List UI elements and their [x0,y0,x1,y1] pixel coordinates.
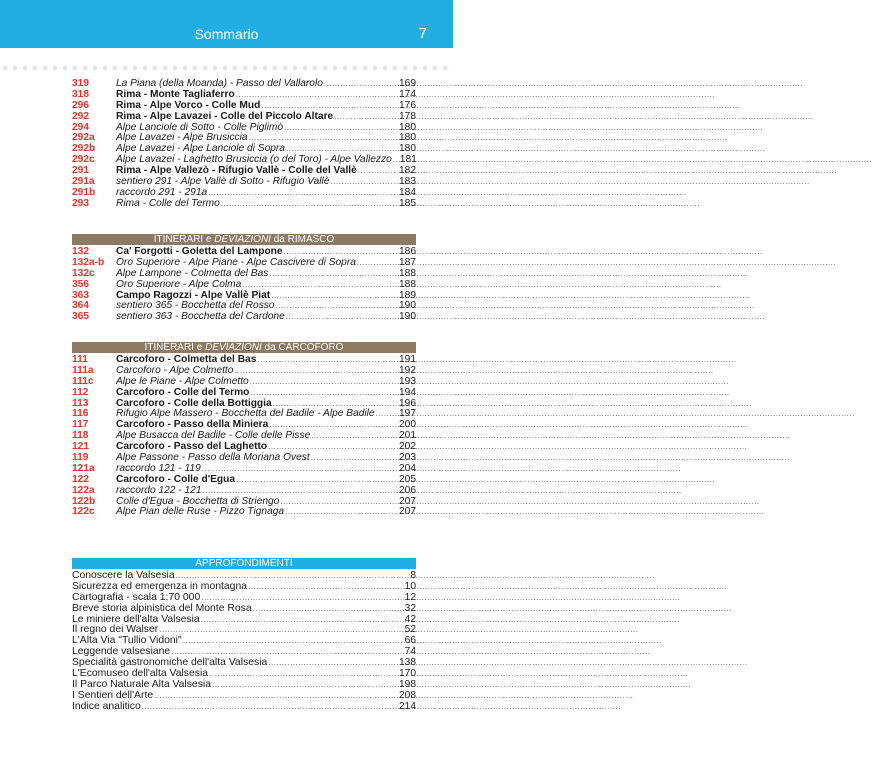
dot-leader [269,269,398,280]
dot-leader [250,377,398,388]
entry-page-number: 180 [399,143,416,155]
dot-leader [234,366,398,377]
route-code: 132c [72,267,95,279]
page-title: Sommario [194,26,259,42]
entry-title: I Sentieri dell'Arte [72,689,154,701]
entry-page-number: 138 [399,657,416,669]
route-code: 363 [72,289,89,301]
route-code: 291 [72,165,89,177]
entry-page-number: 188 [399,278,416,290]
dot-leader [209,669,398,680]
entry-page-number: 201 [399,430,416,442]
route-code: 292 [72,110,89,122]
entry-title: Alpe Lavazei - Laghetto Brusiccia (o del Toro) - Alpe Vallezzo [116,154,392,166]
entry-title: Carcoforo - Alpe Colmetto [116,364,234,376]
entry-title: sentiero 365 - Bocchetta del Rosso [116,300,275,312]
toc-entry[interactable] [72,507,416,518]
dot-leader [159,625,403,636]
dot-leader [257,355,398,366]
route-code: 294 [72,121,89,133]
dot-leader [280,497,398,508]
entry-page-number: 190 [399,311,416,323]
entry-title: Indice analitico [72,700,141,712]
entry-title: Rima - Alpe Lavazei - Colle del Piccolo Altare [116,110,334,122]
dot-leader [183,636,404,647]
entry-title: Ca' Forgotti - Goletta del Lampone [116,246,283,257]
route-code: 113 [72,397,89,409]
dot-leader [331,177,399,188]
dot-leader [201,615,404,626]
entry-title: Campo Ragozzi - Alpe Vallè Piat [116,289,271,301]
entry-page-number: 176 [399,99,416,111]
route-code: 118 [72,430,89,442]
route-code: 122 [72,473,89,485]
entry-title: raccordo 291 - 291a [116,186,208,198]
page-number: 7 [418,25,427,42]
entry-title: L'Alta Via "Tullio Vidoni" [72,635,182,647]
route-code: 111a [72,364,94,376]
route-code: 111c [72,375,94,387]
toc-group-approfondimenti [72,571,416,713]
entry-title: Alpe Pian delle Ruse - Pizzo Tignaga [116,506,285,518]
route-code: 291b [72,186,96,198]
entry-title: Alpe Busacca del Badile - Colle delle Pisse [116,430,311,442]
entry-page-number: 182 [399,165,416,177]
entry-page-number: 207 [399,506,416,518]
toc-entry[interactable] [72,388,416,399]
entry-title: La Piana (della Moanda) - Passo del Vallarolo [116,78,323,89]
dot-leader [208,188,398,199]
entry-page-number: 184 [399,186,416,198]
entry-page-number: 194 [399,386,416,398]
dot-leader [357,258,398,269]
dot-leader [236,90,398,101]
route-code: 112 [72,386,89,398]
route-code: 292b [72,143,96,155]
entry-page-number: 180 [399,132,416,144]
route-code: 364 [72,300,89,312]
dot-leader [284,123,398,134]
dot-leader [276,301,398,312]
entry-title: Carcoforo - Colle della Bottiggia [116,397,272,409]
entry-title: Carcoforo - Colle d'Egua [116,473,236,485]
route-code: 111 [72,354,88,365]
toc-group-carcoforo [72,355,416,518]
dot-leader [242,280,398,291]
entry-page-number: 170 [399,668,416,680]
section-heading-rimasco: ITINERARI e DEVIAZIONI da RIMASCO [72,234,416,245]
entry-page-number: 183 [399,176,416,188]
route-code: 121 [72,441,89,453]
dot-leader [212,680,398,691]
route-code: 292a [72,132,95,144]
dot-leader [253,604,404,615]
toc-entry[interactable] [72,604,416,615]
route-code: 116 [72,408,89,420]
entry-title: Alpe Lavazei - Alpe Lanciole di Sopra [116,143,285,155]
entry-title: Oro Superiore - Alpe Piane - Alpe Cascivere di Sopra [116,256,356,268]
section-heading-carcoforo: ITINERARI e DEVIAZIONI da CARCOFORO [72,342,416,353]
route-code: 117 [72,419,89,431]
route-code: 122c [72,506,95,518]
entry-title: Alpe Lavazei - Alpe Brusiccia [116,132,248,144]
dot-leader [203,486,398,497]
dot-leader [324,79,398,90]
entry-title: Breve storia alpinistica del Monte Rosa [72,602,252,614]
route-code: 365 [72,311,89,323]
entry-title: Alpe Passone - Passo della Moriana Ovest [116,452,310,464]
route-code: 293 [72,197,89,209]
route-code: 292c [72,154,95,166]
dot-leader [393,155,399,166]
route-code: 121a [72,462,95,474]
dot-leader [311,453,398,464]
toc-entry[interactable] [72,312,416,323]
dot-leader [334,112,398,123]
entry-title: L'Ecomuseo dell'alta Valsesia [72,668,209,680]
entry-title: Oro Superiore - Alpe Colma [116,278,242,290]
entry-page-number: 204 [399,462,416,474]
entry-page-number: 10 [404,580,416,592]
route-code: 132 [72,246,89,257]
entry-page-number: 185 [399,197,416,209]
entry-page-number: 52 [404,624,416,636]
entry-title: Specialità gastronomiche dell'alta Valsesia [72,657,268,669]
dot-leader [376,409,398,420]
entry-title: Conoscere la Valsesia [72,570,175,581]
entry-title: Rifugio Alpe Massero - Bocchetta del Badile - Alpe Badile [116,408,375,420]
entry-title: Alpe le Piane - Alpe Colmetto [116,375,249,387]
entry-page-number: 187 [399,256,416,268]
entry-page-number: 180 [399,121,416,133]
entry-page-number: 186 [399,246,416,257]
entry-title: Carcoforo - Colmetta del Bas [116,354,257,365]
entry-page-number: 205 [399,473,416,485]
route-code: 122b [72,495,96,507]
page-header [0,0,453,48]
entry-title: raccordo 121 - 119 [116,462,201,474]
dot-leader [221,199,398,210]
entry-page-number: 189 [399,289,416,301]
toc-entry[interactable] [72,702,416,713]
entry-title: Il regno dei Walser [72,624,159,636]
entry-title: Alpe Lampone - Colmetta del Bas [116,267,269,279]
entry-title: sentiero 291 - Alpe Vallè di Sotto - Rifugio Vallè [116,176,330,188]
dot-leader [236,475,398,486]
entry-title: sentiero 363 - Bocchetta del Cardone [116,311,285,323]
toc-entry[interactable] [72,199,416,210]
entry-page-number: 192 [399,364,416,376]
route-code: 356 [72,278,89,290]
entry-page-number: 12 [404,591,416,603]
dot-leader [142,702,398,713]
entry-title: Carcoforo - Passo del Laghetto [116,441,268,453]
section-heading-approfondimenti: APPROFONDIMENTI [72,558,416,569]
entry-page-number: 42 [404,613,416,625]
entry-page-number: 203 [399,452,416,464]
entry-page-number: 191 [399,354,416,365]
entry-page-number: 181 [399,154,417,166]
entry-page-number: 202 [399,441,416,453]
entry-title: Leggende valsesiane [72,646,171,658]
entry-title: Alpe Lanciole di Sotto - Colle Piglimò [116,121,284,133]
toc-entry[interactable] [72,112,416,123]
entry-page-number: 193 [399,375,416,387]
entry-title: Rima - Alpe Vorco - Colle Mud [116,99,261,111]
entry-page-number: 169 [399,78,416,89]
entry-page-number: 196 [399,397,416,409]
toc-entry[interactable] [72,486,416,497]
entry-page-number: 190 [399,300,416,312]
entry-page-number: 197 [399,408,416,420]
dot-leader [285,507,398,518]
dot-leader [286,312,398,323]
entry-title: Il Parco Naturale Alta Valsesia [72,678,211,690]
dot-leader [250,388,398,399]
entry-page-number: 188 [399,267,416,279]
route-code: 122a [72,484,95,496]
route-code: 319 [72,78,89,89]
entry-page-number: 66 [404,635,416,647]
route-code: 318 [72,88,89,100]
dot-leader [268,658,398,669]
entry-page-number: 32 [404,602,416,614]
entry-page-number: 8 [410,570,416,581]
dot-leader [248,582,404,593]
entry-title: Rima - Colle del Termo [116,197,220,209]
entry-title: Rima - Alpe Vallezò - Rifugio Vallè - Colle del Vallè [116,165,357,177]
dot-leader [154,691,398,702]
toc-entry[interactable] [72,280,416,291]
entry-page-number: 174 [399,88,416,100]
entry-title: Colle d'Egua - Bocchetta di Striengo [116,495,280,507]
toc-group-rima-continued [72,79,416,210]
entry-page-number: 74 [404,646,416,658]
entry-title: Carcoforo - Passo della Miniera [116,419,269,431]
dot-leader [311,431,398,442]
route-code: 132a-b [72,256,105,268]
toc-group-rimasco [72,247,416,323]
entry-page-number: 178 [399,110,416,122]
entry-page-number: 207 [399,495,416,507]
route-code: 119 [72,452,89,464]
dotted-separator [0,64,453,72]
entry-title: Sicurezza ed emergenza in montagna [72,580,248,592]
entry-page-number: 208 [399,689,416,701]
entry-title: Cartografia - scala 1:70 000 [72,591,201,603]
dot-leader [358,166,398,177]
entry-title: Rima - Monte Tagliaferro [116,88,235,100]
route-code: 296 [72,99,89,111]
dot-leader [271,291,398,302]
entry-title: Le miniere dell'alta Valsesia [72,613,200,625]
entry-title: Carcoforo - Colle del Termo [116,386,250,398]
entry-page-number: 198 [399,678,416,690]
route-code: 291a [72,176,95,188]
entry-page-number: 206 [399,484,416,496]
entry-page-number: 214 [399,700,416,712]
entry-page-number: 200 [399,419,416,431]
entry-title: raccordo 122 - 121 [116,484,202,496]
